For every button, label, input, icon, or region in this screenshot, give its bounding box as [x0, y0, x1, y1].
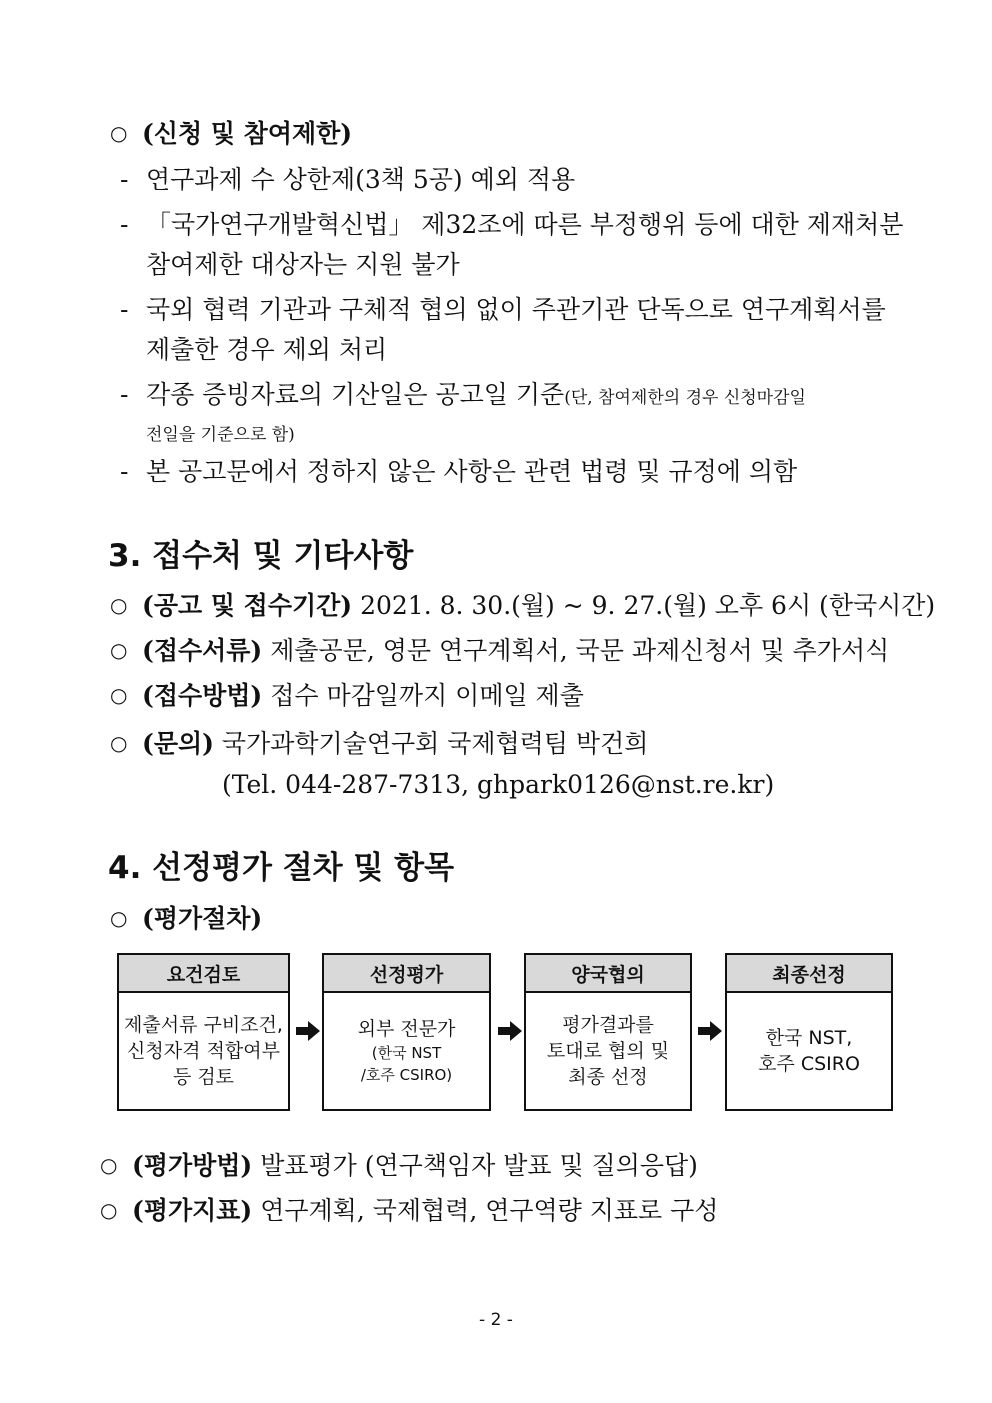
- flow-step-title: 선정평가: [324, 955, 489, 993]
- restrict-title-line: [110, 118, 352, 149]
- restrict-item-cont: [146, 335, 387, 365]
- arrow-right-icon: [498, 1021, 522, 1041]
- flow-step-selection-evaluation: [322, 953, 491, 1111]
- bullet-icon: ○: [110, 731, 128, 755]
- section3-heading: 3. 접수처 및 기타사항: [108, 538, 414, 574]
- restrict-item: [120, 165, 575, 195]
- flow-step-body: [526, 993, 690, 1109]
- flow-step-bilateral-consultation: [524, 953, 692, 1111]
- period-value: 2021. 8. 30.(월) ~ 9. 27.(월) 오후 6시 (한국시간): [360, 591, 936, 620]
- restrict-item-text: 본 공고문에서 정하지 않은 사항은 관련 법령 및 규정에 의함: [146, 457, 798, 486]
- flow-step-title: 최종선정: [727, 955, 891, 993]
- flow-step-requirement-review: [117, 953, 290, 1111]
- docs-line: [110, 635, 889, 666]
- flow-step-body: [727, 993, 891, 1109]
- eval-method-value: 발표평가 (연구책임자 발표 및 질의응답): [260, 1151, 698, 1180]
- restrict-item-text: 연구과제 수 상한제(3책 5공) 예외 적용: [146, 165, 576, 194]
- flow-step-text: 평가결과를: [562, 1014, 654, 1036]
- method-line: [110, 680, 584, 711]
- arrow-right-icon: [296, 1021, 320, 1041]
- restrict-item-note: 전일을 기준으로 함): [146, 425, 295, 445]
- contact-detail: (Tel. 044-287-7313, ghpark0126@nst.re.kr): [222, 770, 775, 799]
- bullet-icon: ○: [110, 121, 128, 145]
- restrict-item-cont: [146, 250, 460, 280]
- dash-icon: -: [120, 457, 129, 486]
- restrict-item-text: 각종 증빙자료의 기산일은 공고일 기준: [146, 380, 565, 409]
- eval-method-line: [100, 1150, 698, 1181]
- contact-label: (문의): [142, 729, 214, 758]
- bullet-icon: ○: [110, 906, 128, 930]
- flow-step-text: 호주 CSIRO: [758, 1053, 860, 1075]
- restrict-item-cont: [146, 420, 295, 450]
- flow-step-text: 외부 전문가: [357, 1018, 456, 1040]
- method-value: 접수 마감일까지 이메일 제출: [270, 681, 584, 710]
- restrict-title: (신청 및 참여제한): [142, 119, 353, 148]
- page-number: - 2 -: [479, 1310, 513, 1330]
- flow-step-text: 등 검토: [172, 1066, 235, 1088]
- period-label: (공고 및 접수기간): [142, 591, 353, 620]
- restrict-item: [120, 457, 797, 487]
- dash-icon: -: [120, 165, 129, 194]
- restrict-item: [120, 380, 806, 413]
- flow-step-body: [324, 993, 489, 1109]
- flow-step-title: 양국협의: [526, 955, 690, 993]
- restrict-item: [120, 295, 886, 325]
- flow-step-text: 제출서류 구비조건,: [124, 1014, 283, 1036]
- arrow-right-icon: [698, 1021, 722, 1041]
- section4-heading: 4. 선정평가 절차 및 항목: [108, 850, 455, 886]
- bullet-icon: ○: [110, 593, 128, 617]
- procedure-line: [110, 903, 262, 934]
- bullet-icon: ○: [100, 1198, 118, 1222]
- restrict-item-text: 「국가연구개발혁신법」 제32조에 따른 부정행위 등에 대한 제재처분: [146, 210, 904, 239]
- flow-step-body: [119, 993, 288, 1109]
- dash-icon: -: [120, 210, 129, 239]
- flow-step-text: 토대로 협의 및: [546, 1040, 670, 1062]
- bullet-icon: ○: [110, 638, 128, 662]
- docs-value: 제출공문, 영문 연구계획서, 국문 과제신청서 및 추가서식: [270, 636, 890, 665]
- flow-step-subtext: /호주 CSIRO): [360, 1066, 453, 1084]
- procedure-label: (평가절차): [142, 904, 263, 933]
- restrict-item-text: 참여제한 대상자는 지원 불가: [146, 250, 460, 279]
- flow-step-text: 한국 NST,: [765, 1027, 853, 1049]
- flow-step-title: 요건검토: [119, 955, 288, 993]
- method-label: (접수방법): [142, 681, 263, 710]
- bullet-icon: ○: [100, 1153, 118, 1177]
- flow-step-text: 최종 선정: [568, 1066, 648, 1088]
- docs-label: (접수서류): [142, 636, 263, 665]
- dash-icon: -: [120, 380, 129, 409]
- contact-line: [110, 728, 648, 759]
- eval-index-line: [100, 1195, 718, 1226]
- restrict-item: [120, 210, 903, 240]
- restrict-item-note: (단, 참여제한의 경우 신청마감일: [564, 388, 806, 408]
- eval-index-label: (평가지표): [132, 1196, 253, 1225]
- eval-index-value: 연구계획, 국제협력, 연구역량 지표로 구성: [260, 1196, 719, 1225]
- flow-step-final-selection: [725, 953, 893, 1111]
- bullet-icon: ○: [110, 683, 128, 707]
- restrict-item-text: 제출한 경우 제외 처리: [146, 335, 388, 364]
- eval-method-label: (평가방법): [132, 1151, 253, 1180]
- restrict-item-text: 국외 협력 기관과 구체적 협의 없이 주관기관 단독으로 연구계획서를: [146, 295, 886, 324]
- flow-step-text: 신청자격 적합여부: [127, 1040, 280, 1062]
- dash-icon: -: [120, 295, 129, 324]
- flow-step-subtext: (한국 NST: [371, 1044, 442, 1062]
- contact-value: 국가과학기술연구회 국제협력팀 박건희: [221, 729, 649, 758]
- period-line: [110, 590, 935, 621]
